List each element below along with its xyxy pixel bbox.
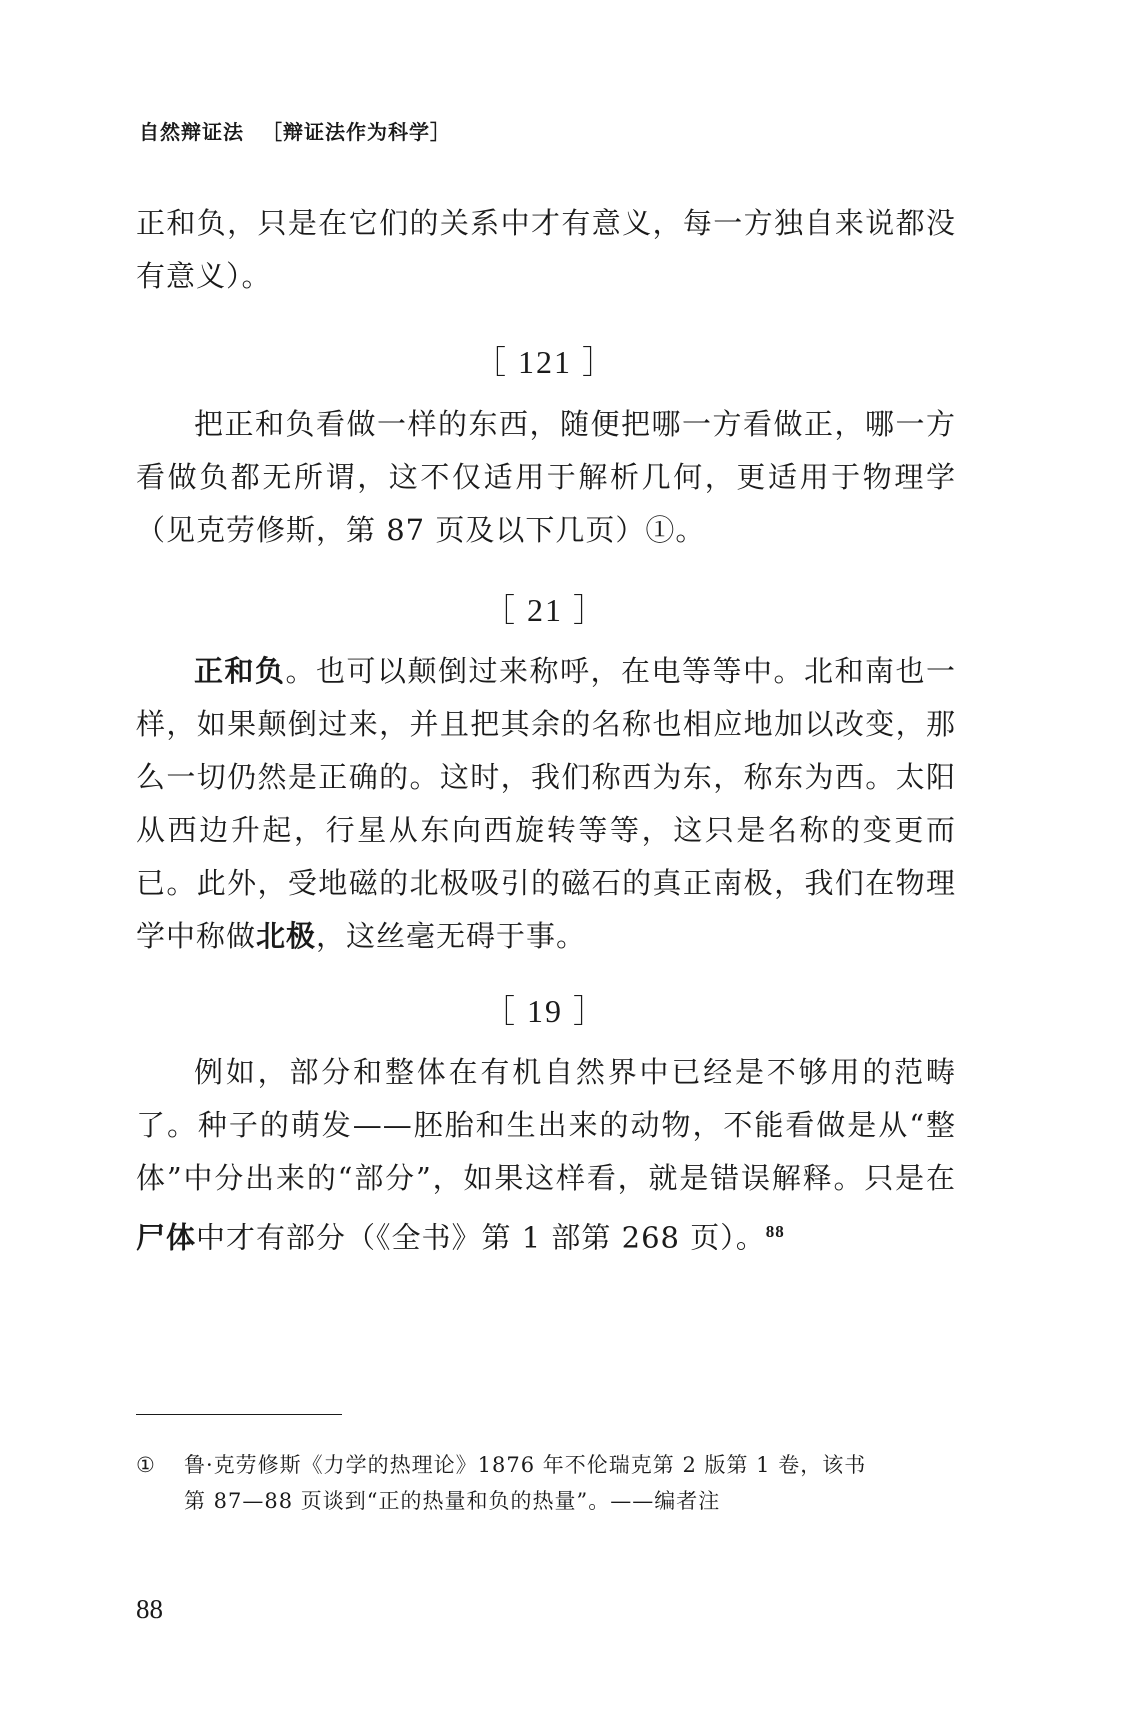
note-21-bold-north-pole: 北极 (256, 919, 317, 953)
continuation-text: 正和负，只是在它们的关系中才有意义，每一方独自来说都没有意义）。 (136, 206, 956, 293)
note-121-text: 把正和负看做一样的东西，随便把哪一方看做正，哪一方看做负都无所谓，这不仅适用于解析几何，更适用于物理学（见克劳修斯，第 87 页及以下几页）①。 (136, 407, 956, 547)
note-19-text-part2: 中才有部分（《全书》第 1 部第 268 页）。 (196, 1220, 766, 1255)
note-heading-121: ［ 121 ］ (473, 344, 616, 380)
footnote-line-2: 第 87—88 页谈到“正的热量和负的热量”。——编者注 (184, 1489, 721, 1513)
note-19-text (136, 1046, 956, 1265)
footnote-mark: ① (136, 1453, 156, 1477)
page-number: 88 (136, 1594, 163, 1624)
running-head-section: ［辩证法作为科学］ (262, 120, 451, 144)
note-19-text-part1: 例如，部分和整体在有机自然界中已经是不够用的范畴了。种子的萌发——胚胎和生出来的动物，不能看做是从“整体”中分出来的“部分”，如果这样看，就是错误解释。只是在 (136, 1055, 956, 1195)
note-heading-19: ［ 19 ］ (482, 993, 607, 1029)
note-heading-21: ［ 21 ］ (482, 592, 607, 628)
running-head (139, 116, 451, 145)
note-21-text-part1: 。也可以颠倒过来称呼，在电等等中。北和南也一样，如果颠倒过来，并且把其余的名称也相应地加以改变，那么一切仍然是正确的。这时，我们称西为东，称东为西。太阳从西边升起，行星从东向西旋转等等，这只是名称的变更而已。此外，受地磁的北极吸引的磁石的真正南极，我们在物理学中称做 (136, 654, 956, 953)
note-19-paragraph (136, 1046, 956, 1265)
endnote-reference: 88 (765, 1222, 785, 1241)
running-head-book-title: 自然辩证法 (139, 120, 244, 144)
continuation-paragraph (136, 197, 956, 303)
note-121-paragraph (136, 398, 956, 557)
footnote-text-1: 鲁·克劳修斯《力学的热理论》1876 年不伦瑞克第 2 版第 1 卷，该书 (184, 1453, 867, 1477)
note-21-text-part2: ，这丝毫无碍于事。 (316, 919, 587, 953)
note-19-bold-corpse: 尸体 (136, 1220, 197, 1255)
footnote-line-1 (136, 1447, 956, 1483)
note-21-text (136, 645, 956, 963)
note-21-bold-term: 正和负 (194, 654, 286, 688)
footnote-divider (136, 1414, 342, 1415)
footnote (136, 1447, 956, 1519)
note-21-paragraph (136, 645, 956, 963)
